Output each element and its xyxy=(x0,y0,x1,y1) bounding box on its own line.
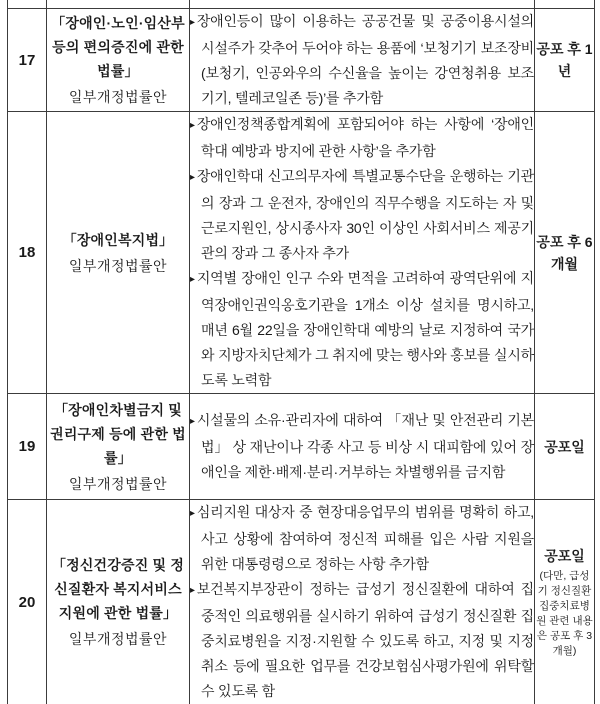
row-number: 20 xyxy=(18,593,36,611)
bullet-triangle-icon: ▸ xyxy=(190,172,195,183)
bullet-text: 장애인정책종합계획에 포함되어야 하는 사항에 ‘장애인학대 예방과 방지에 관한 사항’을 추가함 xyxy=(196,116,534,159)
amendment-bills-table xyxy=(7,0,595,704)
bullet-text: 시설물의 소유·관리자에 대하여 「재난 및 안전관리 기본법」 상 재난이나 각종 사고 등 비상 시 대피함에 있어 장애인을 제한·배제·분리·거부하는 차별행위를 금지함 xyxy=(196,412,534,480)
summary-bullet xyxy=(190,577,534,704)
summary-bullet xyxy=(190,112,534,164)
law-name-cell xyxy=(47,394,190,500)
law-name-cell xyxy=(47,9,190,112)
bullet-text: 심리지원 대상자 중 현장대응업무의 범위를 명확히 하고, 사고 상황에 참여하여 정신적 피해를 입은 사람 지원을 위한 대통령령으로 정하는 사항 추가함 xyxy=(196,504,534,572)
summary-bullet xyxy=(190,500,534,577)
bullet-text: 보건복지부장관이 정하는 급성기 정신질환에 대하여 집중적인 의료행위를 실시하기 위하여 급성기 정신질환 집중치료병원을 지정·지원할 수 있도록 하고, 지정 및 지정 취소 등에 필요한 업무를 건강보험심사평가원에 위탁할 수 있도록 함 xyxy=(196,581,534,699)
table-row xyxy=(8,394,595,500)
effective-date: 공포일 xyxy=(544,548,585,564)
effective-date: 공포일 xyxy=(544,438,585,455)
bullet-text: 장애인학대 신고의무자에 특별교통수단을 운행하는 기관의 장과 그 운전자, 장애인의 직무수행을 지도하는 자 및 근로지원인, 상시종사자 30인 이상인 사회서비스 제공기관의 장과 그 종사자 추가 xyxy=(196,168,534,261)
summary-cell xyxy=(190,394,535,500)
effective-date: 공포 후 6개월 xyxy=(536,233,593,272)
effective-date-cell xyxy=(535,9,595,112)
row-number: 17 xyxy=(18,51,36,69)
law-title: 「장애인차별금지 및 권리구제 등에 관한 법률」 xyxy=(50,401,186,466)
bullet-triangle-icon: ▸ xyxy=(190,585,195,596)
law-subtitle: 일부개정법률안 xyxy=(68,475,168,492)
law-title: 「장애인·노인·임산부 등의 편의증진에 관한 법률」 xyxy=(51,15,185,79)
bullet-triangle-icon: ▸ xyxy=(190,120,195,131)
effective-date: 공포 후 1년 xyxy=(536,41,593,79)
empty-cell xyxy=(190,0,535,9)
bullet-triangle-icon: ▸ xyxy=(190,274,195,285)
effective-date-cell xyxy=(535,394,595,500)
summary-bullet xyxy=(190,164,534,266)
effective-date-note: (다만, 급성기 정신질환 집중치료병원 관련 내용은 공포 후 3개월) xyxy=(536,570,593,657)
empty-cell xyxy=(535,0,595,9)
summary-cell xyxy=(190,500,535,704)
effective-date-cell xyxy=(535,112,595,394)
summary-bullet xyxy=(190,408,534,485)
summary-bullet xyxy=(190,266,534,393)
table-row xyxy=(8,9,595,112)
law-subtitle: 일부개정법률안 xyxy=(68,89,168,105)
bullet-triangle-icon: ▸ xyxy=(190,508,195,519)
summary-bullet xyxy=(190,9,534,111)
law-name-cell xyxy=(47,500,190,704)
row-number: 18 xyxy=(18,244,36,261)
law-subtitle: 일부개정법률안 xyxy=(68,257,168,274)
empty-cell xyxy=(8,0,47,9)
table-row xyxy=(8,500,595,704)
row-number-cell xyxy=(8,500,47,704)
table-row-partial-top xyxy=(8,0,595,9)
row-number-cell xyxy=(8,394,47,500)
table-row xyxy=(8,112,595,394)
bullet-text: 지역별 장애인 인구 수와 면적을 고려하여 광역단위에 지역장애인권익옹호기관을 1개소 이상 설치를 명시하고, 매년 6월 22일을 장애인학대 예방의 날로 지정하여 국가와 지방자치단체가 그 취지에 맞는 행사와 홍보를 실시하도록 노력함 xyxy=(196,270,534,388)
bullet-triangle-icon: ▸ xyxy=(190,416,195,427)
law-title: 「장애인복지법」 xyxy=(62,231,174,248)
summary-cell xyxy=(190,9,535,112)
law-title: 「정신건강증진 및 정신질환자 복지서비스 지원에 관한 법률」 xyxy=(51,557,185,621)
row-number-cell xyxy=(8,9,47,112)
bullet-triangle-icon: ▸ xyxy=(190,17,195,28)
summary-cell xyxy=(190,112,535,394)
bullet-text: 장애인등이 많이 이용하는 공공건물 및 공중이용시설의 시설주가 갖추어 두어야 하는 용품에 ‘보청기기 보조장비(보청기, 인공와우의 수신율을 높이는 강연청취용 보조기기, 텔레코일존 등)’를 추가함 xyxy=(196,13,534,106)
row-number: 19 xyxy=(18,438,36,455)
row-number-cell xyxy=(8,112,47,394)
law-name-cell xyxy=(47,112,190,394)
effective-date-cell xyxy=(535,500,595,704)
empty-cell xyxy=(47,0,190,9)
law-subtitle: 일부개정법률안 xyxy=(68,631,168,647)
